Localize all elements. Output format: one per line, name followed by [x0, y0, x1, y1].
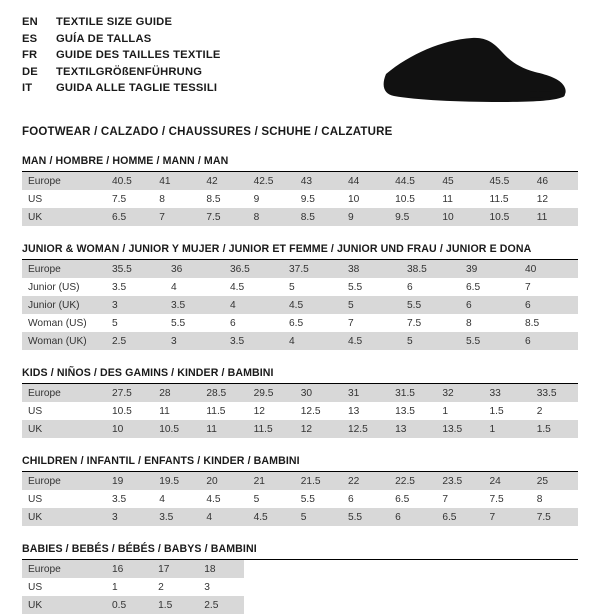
- size-cell: 0.5: [106, 596, 152, 614]
- table-row: [22, 596, 244, 614]
- size-cell: 11.5: [248, 420, 295, 438]
- table-row: [22, 296, 578, 314]
- size-cell: 8.5: [295, 208, 342, 226]
- size-cell: 44.5: [389, 172, 436, 190]
- size-cell: 7: [442, 493, 448, 505]
- language-code: DE: [22, 65, 38, 78]
- size-cell: 4: [283, 332, 342, 350]
- size-cell: 7.5: [531, 508, 578, 526]
- footwear-section-title: FOOTWEAR / CALZADO / CHAUSSURES / SCHUHE / CALZATURE: [22, 126, 393, 138]
- size-cell: 33: [484, 384, 531, 402]
- row-label: Europe: [22, 472, 106, 490]
- row-label: UK: [22, 420, 106, 438]
- size-cell: 7.5: [407, 317, 422, 329]
- size-cell: 3: [106, 508, 153, 526]
- row-label: Woman (US): [28, 317, 87, 329]
- size-cell: 23.5: [436, 472, 483, 490]
- size-block-title: BABIES / BEBÉS / BÉBÉS / BABYS / BAMBINI: [22, 543, 257, 555]
- size-cell: 41: [153, 172, 200, 190]
- size-cell: 6: [519, 296, 578, 314]
- table-row: [22, 384, 578, 402]
- language-row: [22, 64, 221, 81]
- table-row: [22, 402, 578, 420]
- size-cell: 36.5: [224, 260, 283, 278]
- size-cell: 37.5: [283, 260, 342, 278]
- size-cell: 1: [112, 581, 118, 593]
- row-label: Europe: [22, 260, 106, 278]
- size-table: [22, 260, 578, 350]
- language-code: FR: [22, 49, 38, 62]
- size-cell: 5: [112, 317, 118, 329]
- size-cell: 6.5: [395, 493, 410, 505]
- size-cell: 43: [295, 172, 342, 190]
- language-row: [22, 47, 221, 64]
- size-cell: 9: [342, 208, 389, 226]
- size-cell: 5.5: [460, 332, 519, 350]
- size-cell: 10: [436, 208, 483, 226]
- table-row: [22, 332, 578, 350]
- size-cell: 7: [484, 508, 531, 526]
- size-cell: 6.5: [289, 317, 304, 329]
- size-cell: 3: [204, 581, 210, 593]
- size-cell: 21: [248, 472, 295, 490]
- row-label: UK: [22, 596, 106, 614]
- size-table: [22, 472, 578, 526]
- size-cell: 6: [519, 332, 578, 350]
- table-row: [22, 278, 578, 296]
- size-cell: 8.5: [525, 317, 540, 329]
- size-cell: 20: [200, 472, 247, 490]
- size-block-title: JUNIOR & WOMAN / JUNIOR Y MUJER / JUNIOR ET FEMME / JUNIOR UND FRAU / JUNIOR E DONA: [22, 243, 532, 255]
- size-cell: 27.5: [106, 384, 153, 402]
- table-row: [22, 578, 244, 596]
- size-cell: 10: [106, 420, 153, 438]
- size-cell: 10.5: [112, 405, 132, 417]
- size-cell: 4.5: [342, 332, 401, 350]
- size-cell: 12.5: [342, 420, 389, 438]
- size-cell: 4: [159, 493, 165, 505]
- size-cell: 3.5: [224, 332, 283, 350]
- size-cell: 42: [200, 172, 247, 190]
- size-block-title: KIDS / NIÑOS / DES GAMINS / KINDER / BAMBINI: [22, 367, 274, 379]
- size-cell: 4: [200, 508, 247, 526]
- size-block: [22, 243, 578, 350]
- size-cell: 7: [525, 281, 531, 293]
- size-cell: 5: [253, 493, 260, 505]
- size-cell: 12: [295, 420, 342, 438]
- table-row: [22, 420, 578, 438]
- size-cell: 3.5: [165, 296, 224, 314]
- size-cell: 9: [253, 193, 260, 205]
- row-label: Junior (US): [28, 281, 80, 293]
- size-cell: 42.5: [248, 172, 295, 190]
- size-cell: 28: [153, 384, 200, 402]
- size-cell: 44: [342, 172, 389, 190]
- dress-shoe-icon: [380, 34, 570, 112]
- size-table: [22, 560, 244, 614]
- size-cell: 4.5: [283, 296, 342, 314]
- size-cell: 2.5: [106, 332, 165, 350]
- table-row: [22, 472, 578, 490]
- size-cell: 45.5: [484, 172, 531, 190]
- size-cell: 31: [342, 384, 389, 402]
- size-cell: 19: [106, 472, 153, 490]
- row-label: UK: [22, 208, 106, 226]
- size-cell: 40.5: [106, 172, 153, 190]
- size-cell: 2: [536, 405, 543, 417]
- language-title: GUIDE DES TAILLES TEXTILE: [56, 49, 221, 62]
- size-cell: 13: [389, 420, 436, 438]
- size-cell: 28.5: [200, 384, 247, 402]
- language-title: GUIDA ALLE TAGLIE TESSILI: [56, 82, 218, 95]
- size-cell: 4.5: [206, 493, 221, 505]
- table-row: [22, 314, 578, 332]
- size-cell: 1: [484, 420, 531, 438]
- size-cell: 6: [230, 317, 236, 329]
- size-cell: 4.5: [230, 281, 245, 293]
- language-code: ES: [22, 32, 38, 45]
- row-label: US: [28, 405, 43, 417]
- table-row: [22, 508, 578, 526]
- size-cell: 3.5: [112, 281, 127, 293]
- size-cell: 13: [347, 405, 360, 417]
- language-code: EN: [22, 16, 38, 28]
- size-cell: 5: [295, 508, 342, 526]
- size-cell: 21.5: [295, 472, 342, 490]
- size-cell: 7: [153, 208, 200, 226]
- size-cell: 4: [171, 281, 177, 293]
- row-label: US: [28, 193, 43, 205]
- size-cell: 5.5: [401, 296, 460, 314]
- size-cell: 40: [519, 260, 578, 278]
- size-cell: 8: [466, 317, 472, 329]
- row-label: Europe: [22, 560, 106, 578]
- language-code: IT: [22, 82, 33, 95]
- size-cell: 6: [347, 493, 354, 505]
- size-cell: 10.5: [484, 208, 531, 226]
- size-cell: 32: [436, 384, 483, 402]
- language-title-list: [22, 14, 221, 97]
- size-cell: 11.5: [489, 193, 509, 205]
- row-label: Europe: [22, 172, 106, 190]
- size-cell: 29.5: [248, 384, 295, 402]
- size-cell: 30: [295, 384, 342, 402]
- size-cell: 3: [106, 296, 165, 314]
- table-row: [22, 190, 578, 208]
- size-table: [22, 384, 578, 438]
- size-cell: 36: [165, 260, 224, 278]
- size-cell: 2.5: [198, 596, 244, 614]
- size-cell: 10: [347, 193, 360, 205]
- size-block: [22, 367, 578, 438]
- size-block-title: MAN / HOMBRE / HOMME / MANN / MAN: [22, 155, 229, 167]
- language-row: [22, 31, 221, 48]
- size-cell: 35.5: [106, 260, 165, 278]
- size-cell: 11: [159, 405, 170, 417]
- size-cell: 2: [158, 581, 164, 593]
- language-title: TEXTILGRÖßENFÜHRUNG: [56, 65, 203, 78]
- size-table: [22, 172, 578, 226]
- row-label: US: [28, 581, 43, 593]
- size-cell: 5.5: [300, 493, 315, 505]
- size-block: [22, 455, 578, 526]
- size-cell: 7.5: [200, 208, 247, 226]
- size-cell: 9.5: [389, 208, 436, 226]
- size-block: [22, 543, 578, 614]
- size-cell: 6: [389, 508, 436, 526]
- row-label: Europe: [22, 384, 106, 402]
- size-cell: 4.5: [248, 508, 295, 526]
- size-cell: 5: [401, 332, 460, 350]
- size-cell: 22.5: [389, 472, 436, 490]
- size-cell: 11.5: [206, 405, 226, 417]
- language-title: GUÍA DE TALLAS: [56, 32, 152, 45]
- size-cell: 5.5: [348, 281, 363, 293]
- page-header: [22, 14, 578, 112]
- size-cell: 38: [342, 260, 401, 278]
- size-cell: 5.5: [171, 317, 186, 329]
- size-cell: 33.5: [531, 384, 578, 402]
- size-cell: 18: [198, 560, 244, 578]
- size-cell: 11: [531, 208, 578, 226]
- size-cell: 24: [484, 472, 531, 490]
- size-cell: 13.5: [436, 420, 483, 438]
- size-cell: 7: [348, 317, 354, 329]
- size-cell: 3.5: [112, 493, 127, 505]
- size-cell: 7.5: [112, 193, 127, 205]
- size-cell: 6.5: [466, 281, 481, 293]
- table-row: [22, 490, 578, 508]
- size-cell: 45: [436, 172, 483, 190]
- size-blocks: [22, 155, 578, 614]
- row-label: Woman (UK): [22, 332, 106, 350]
- size-block-title: CHILDREN / INFANTIL / ENFANTS / KINDER / BAMBINI: [22, 455, 300, 467]
- size-cell: 6: [460, 296, 519, 314]
- size-cell: 12.5: [300, 405, 321, 417]
- table-row: [22, 172, 578, 190]
- size-cell: 12: [253, 405, 265, 417]
- size-cell: 1.5: [531, 420, 578, 438]
- size-block: [22, 155, 578, 226]
- size-cell: 8: [248, 208, 295, 226]
- size-cell: 5: [289, 281, 295, 293]
- size-cell: 12: [536, 193, 549, 205]
- size-cell: 25: [531, 472, 578, 490]
- language-row: [22, 80, 221, 97]
- table-row: [22, 560, 244, 578]
- row-label: Junior (UK): [22, 296, 106, 314]
- size-cell: 9.5: [300, 193, 315, 205]
- language-title: TEXTILE SIZE GUIDE: [56, 16, 173, 28]
- size-cell: 7.5: [489, 493, 504, 505]
- size-cell: 4: [224, 296, 283, 314]
- language-row: [22, 14, 221, 31]
- row-label: US: [28, 493, 43, 505]
- size-cell: 16: [106, 560, 152, 578]
- size-cell: 5: [342, 296, 401, 314]
- size-cell: 1.5: [489, 405, 504, 417]
- size-cell: 1.5: [152, 596, 198, 614]
- size-cell: 8.5: [206, 193, 221, 205]
- size-cell: 8: [536, 493, 543, 505]
- size-cell: 6.5: [106, 208, 153, 226]
- size-cell: 3.5: [153, 508, 200, 526]
- size-cell: 13.5: [395, 405, 415, 417]
- size-cell: 22: [342, 472, 389, 490]
- size-cell: 6.5: [436, 508, 483, 526]
- table-row: [22, 260, 578, 278]
- table-row: [22, 208, 578, 226]
- size-cell: 11: [442, 193, 453, 205]
- size-cell: 8: [159, 193, 165, 205]
- row-label: UK: [22, 508, 106, 526]
- size-cell: 19.5: [153, 472, 200, 490]
- size-cell: 38.5: [401, 260, 460, 278]
- size-cell: 39: [460, 260, 519, 278]
- size-cell: 46: [531, 172, 578, 190]
- size-cell: 6: [407, 281, 413, 293]
- size-cell: 1: [442, 405, 448, 417]
- size-cell: 10.5: [153, 420, 200, 438]
- size-cell: 5.5: [342, 508, 389, 526]
- size-cell: 31.5: [389, 384, 436, 402]
- size-cell: 11: [200, 420, 247, 438]
- size-cell: 17: [152, 560, 198, 578]
- size-cell: 3: [165, 332, 224, 350]
- size-cell: 10.5: [395, 193, 415, 205]
